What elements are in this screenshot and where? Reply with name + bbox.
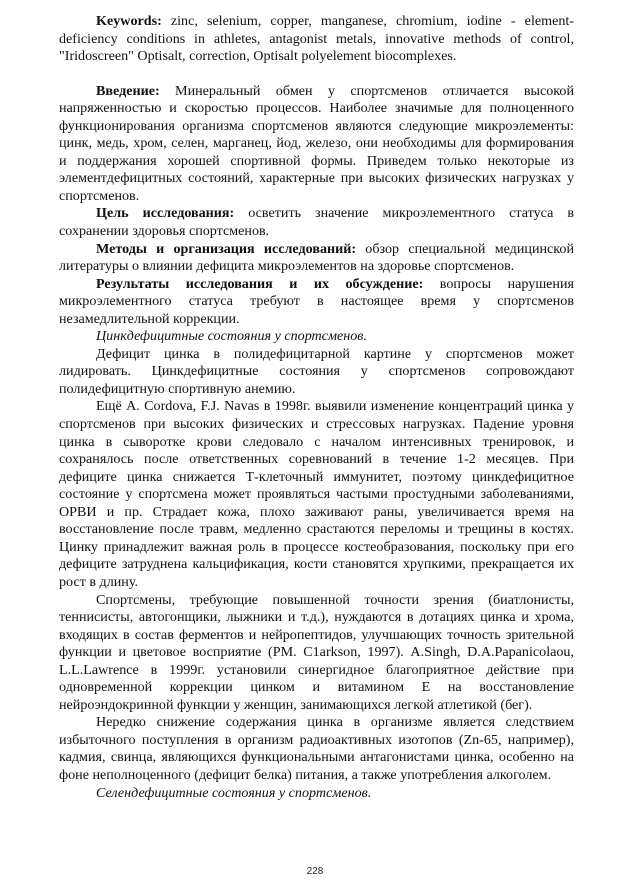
zinc-paragraph-3: Спортсмены, требующие повышенной точности зрения (биатлонисты, теннисисты, автогонщики, лыжники и т.д.), нуждаются в дотациях цинка и хрома, входящих в состав ферментов и нейропептидов, улучшающих точность зрительной функции и цветовое восприятие (PM. C1arkson, 1997). A.Singh, D.A.Papanicolaou, L.L.Lawrence в 1999г. установили синергидное благоприятное действие при одновременной коррекции цинком и витамином Е на восстановление нейроэндокринной функции у женщин, занимающихся легкой атлетикой (бег). <box>59 591 574 713</box>
results-paragraph <box>59 276 574 329</box>
page-number: 228 <box>306 866 324 877</box>
results-label: Результаты исследования и их обсуждение: <box>96 275 424 292</box>
methods-label: Методы и организация исследований: <box>96 240 357 257</box>
selenium-section-heading: Селендефицитные состояния у спортсменов. <box>96 784 372 801</box>
intro-label: Введение: <box>96 82 160 99</box>
page-content <box>59 13 574 802</box>
results-text: вопросы нарушения микроэлементного статуса требуют в настоящее время у спортсменов незамедлительной коррекции. <box>59 275 574 327</box>
intro-text: Минеральный обмен у спортсменов отличается высокой напряженностью и скоростью процессов. Наиболее значимые для полноценного функционирования организма спортсменов являются следующие микроэлементы: цинк, медь, хром, селен, марганец, йод, железо, они необходимы для формирования и поддержания хорошей спортивной формы. Приведем только некоторые из элементдефицитных состояний, характерные при высоких физических нагрузках у спортсменов. <box>59 82 574 204</box>
zinc-paragraph-4: Нередко снижение содержания цинка в организме является следствием избыточного поступления в организм радиоактивных изотопов (Zn-65, например), кадмия, свинца, являющихся функциональными антагонистами цинка, особенно на фоне неполноценного (дефицит белка) питания, а также употребления алкоголем. <box>59 714 574 783</box>
zinc-paragraph-2: Ещё A. Cordova, F.J. Navas в 1998г. выявили изменение концентраций цинка у спортсменов при высоких физических и стрессовых нагрузках. Падение уровня цинка в сыворотке крови следовало с началом интенсивных тренировок, и сохранялось после ответственных соревнований в течение 1-2 месяцев. При дефиците цинка снижается Т-клеточный иммунитет, поэтому цинкдефицитное состояние у спортсмена может проявляться частыми простудными заболеваниями, ОРВИ и пр. Страдает кожа, плохо заживают раны, увеличивается время на восстановление после травм, медленно срастаются переломы и трещины в костях. Цинку принадлежит важная роль в процессе костеобразования, поскольку при его дефиците затруднена кальцификация, кости становятся хрупкими, прекращается их рост в длину. <box>59 398 574 590</box>
zinc-section-heading: Цинкдефицитные состояния у спортсменов. <box>96 328 367 345</box>
zinc-paragraph-1: Дефицит цинка в полидефицитарной картине у спортсменов может лидировать. Цинкдефицитные состояния у спортсменов сопровождают полидефицитную спортивную анемию. <box>59 345 574 397</box>
methods-paragraph <box>59 241 574 276</box>
keywords-paragraph <box>59 13 574 66</box>
keywords-text: zinc, selenium, copper, manganese, chromium, iodine - element-deficiency conditions in athletes, antagonist metals, innovative methods of control, "Iridoscreen" Optisalt, correction, Optisalt polyelement biocomplexes. <box>59 13 574 65</box>
goal-paragraph <box>59 205 574 240</box>
keywords-label: Keywords: <box>96 13 162 29</box>
intro-paragraph <box>59 83 574 206</box>
goal-label: Цель исследования: <box>96 205 235 222</box>
methods-text: обзор специальной медицинской литературы о влиянии дефицита микроэлементов на здоровье спортсменов. <box>59 240 574 275</box>
goal-text: осветить значение микроэлементного статуса в сохранении здоровья спортсменов. <box>59 205 574 240</box>
